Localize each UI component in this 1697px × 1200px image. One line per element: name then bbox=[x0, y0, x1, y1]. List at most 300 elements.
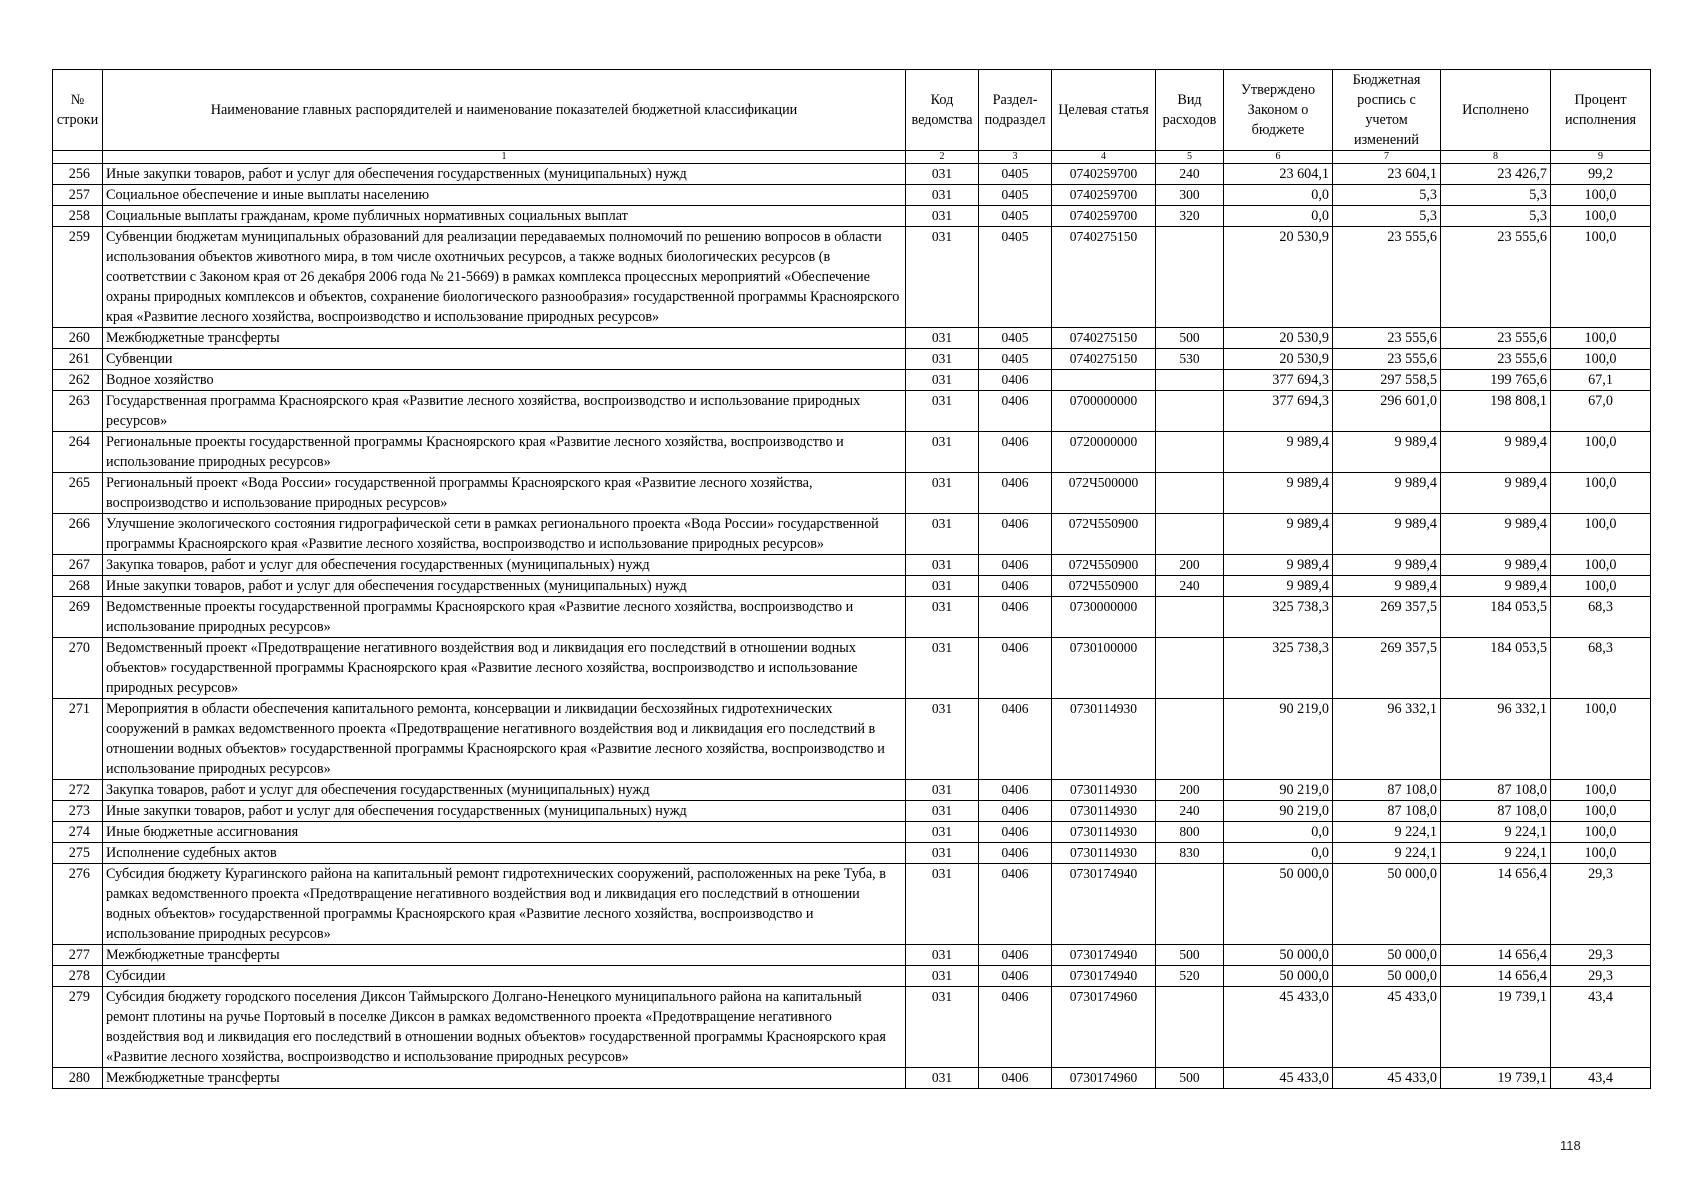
cell-approved: 377 694,3 bbox=[1224, 370, 1333, 391]
table-row bbox=[53, 555, 1651, 576]
cell-approved: 23 604,1 bbox=[1224, 164, 1333, 185]
cell-department-code: 031 bbox=[906, 370, 979, 391]
cell-section: 0406 bbox=[979, 1068, 1052, 1089]
cell-approved: 0,0 bbox=[1224, 843, 1333, 864]
cell-percent: 29,3 bbox=[1551, 966, 1651, 987]
cell-row-number: 278 bbox=[53, 966, 103, 987]
cell-row-number: 273 bbox=[53, 801, 103, 822]
cell-name: Ведомственные проекты государственной программы Красноярского края «Развитие лесного хозяйства, воспроизводство и использование природных ресурсов» bbox=[103, 597, 906, 638]
cell-budget-schedule: 9 989,4 bbox=[1333, 473, 1441, 514]
cell-budget-schedule: 45 433,0 bbox=[1333, 1068, 1441, 1089]
cell-section: 0406 bbox=[979, 391, 1052, 432]
cell-budget-schedule: 45 433,0 bbox=[1333, 987, 1441, 1068]
cell-expense-type: 300 bbox=[1156, 185, 1224, 206]
cell-name: Ведомственный проект «Предотвращение негативного воздействия вод и ликвидация его последствий в отношении водных объектов» государственной программы Красноярского края «Развитие лесного хозяйства, воспроизводство и использование природных ресурсов» bbox=[103, 638, 906, 699]
cell-row-number: 268 bbox=[53, 576, 103, 597]
cell-department-code: 031 bbox=[906, 432, 979, 473]
cell-approved: 325 738,3 bbox=[1224, 597, 1333, 638]
cell-executed: 9 989,4 bbox=[1441, 555, 1551, 576]
header-row-number: № строки bbox=[53, 70, 103, 151]
cell-department-code: 031 bbox=[906, 206, 979, 227]
cell-executed: 23 555,6 bbox=[1441, 328, 1551, 349]
cell-section: 0405 bbox=[979, 206, 1052, 227]
cell-percent: 100,0 bbox=[1551, 185, 1651, 206]
cell-section: 0405 bbox=[979, 185, 1052, 206]
cell-name: Иные бюджетные ассигнования bbox=[103, 822, 906, 843]
cell-target-article: 0740259700 bbox=[1052, 185, 1156, 206]
column-number bbox=[53, 151, 103, 164]
cell-name: Субсидия бюджету городского поселения Диксон Таймырского Долгано-Ненецкого муниципального района на капитальный ремонт плотины на ручье Портовый в поселке Диксон в рамках ведомственного проекта «Предотвращение негативного воздействия вод и ликвидация его последствий в отношении водных объектов» государственной программы Красноярского края «Развитие лесного хозяйства, воспроизводство и использование природных ресурсов» bbox=[103, 987, 906, 1068]
cell-budget-schedule: 9 989,4 bbox=[1333, 555, 1441, 576]
cell-percent: 100,0 bbox=[1551, 206, 1651, 227]
cell-approved: 20 530,9 bbox=[1224, 328, 1333, 349]
cell-expense-type: 500 bbox=[1156, 945, 1224, 966]
cell-name: Межбюджетные трансферты bbox=[103, 945, 906, 966]
cell-budget-schedule: 23 604,1 bbox=[1333, 164, 1441, 185]
cell-name: Субсидии bbox=[103, 966, 906, 987]
cell-department-code: 031 bbox=[906, 843, 979, 864]
cell-section: 0405 bbox=[979, 349, 1052, 370]
cell-row-number: 276 bbox=[53, 864, 103, 945]
cell-executed: 9 989,4 bbox=[1441, 473, 1551, 514]
cell-executed: 14 656,4 bbox=[1441, 966, 1551, 987]
table-row bbox=[53, 597, 1651, 638]
cell-expense-type bbox=[1156, 864, 1224, 945]
header-expense-type: Вид расходов bbox=[1156, 70, 1224, 151]
cell-row-number: 266 bbox=[53, 514, 103, 555]
header-percent: Процент исполнения bbox=[1551, 70, 1651, 151]
cell-executed: 87 108,0 bbox=[1441, 801, 1551, 822]
cell-budget-schedule: 50 000,0 bbox=[1333, 864, 1441, 945]
cell-department-code: 031 bbox=[906, 987, 979, 1068]
cell-target-article: 0730174960 bbox=[1052, 1068, 1156, 1089]
cell-name: Мероприятия в области обеспечения капитального ремонта, консервации и ликвидации бесхозяйных гидротехнических сооружений в рамках ведомственного проекта «Предотвращение негативного воздействия вод и ликвидация его последствий в отношении водных объектов» государственной программы Красноярского края «Развитие лесного хозяйства, воспроизводство и использование природных ресурсов» bbox=[103, 699, 906, 780]
cell-target-article: 0740275150 bbox=[1052, 328, 1156, 349]
cell-row-number: 257 bbox=[53, 185, 103, 206]
cell-name: Межбюджетные трансферты bbox=[103, 328, 906, 349]
cell-row-number: 274 bbox=[53, 822, 103, 843]
cell-percent: 100,0 bbox=[1551, 801, 1651, 822]
table-row bbox=[53, 780, 1651, 801]
cell-percent: 100,0 bbox=[1551, 432, 1651, 473]
cell-row-number: 267 bbox=[53, 555, 103, 576]
cell-department-code: 031 bbox=[906, 780, 979, 801]
cell-executed: 199 765,6 bbox=[1441, 370, 1551, 391]
cell-executed: 184 053,5 bbox=[1441, 597, 1551, 638]
header-department-code: Код ведомства bbox=[906, 70, 979, 151]
cell-name: Иные закупки товаров, работ и услуг для обеспечения государственных (муниципальных) нужд bbox=[103, 576, 906, 597]
cell-approved: 50 000,0 bbox=[1224, 945, 1333, 966]
cell-name: Региональный проект «Вода России» государственной программы Красноярского края «Развитие лесного хозяйства, воспроизводство и использование природных ресурсов» bbox=[103, 473, 906, 514]
cell-row-number: 270 bbox=[53, 638, 103, 699]
cell-percent: 99,2 bbox=[1551, 164, 1651, 185]
table-row bbox=[53, 576, 1651, 597]
cell-section: 0406 bbox=[979, 780, 1052, 801]
cell-section: 0406 bbox=[979, 432, 1052, 473]
cell-department-code: 031 bbox=[906, 801, 979, 822]
cell-expense-type: 240 bbox=[1156, 164, 1224, 185]
cell-department-code: 031 bbox=[906, 227, 979, 328]
cell-name: Улучшение экологического состояния гидрографической сети в рамках регионального проекта «Вода России» государственной программы Красноярского края «Развитие лесного хозяйства, воспроизводство и использование природных ресурсов» bbox=[103, 514, 906, 555]
cell-name: Закупка товаров, работ и услуг для обеспечения государственных (муниципальных) нужд bbox=[103, 780, 906, 801]
cell-approved: 20 530,9 bbox=[1224, 349, 1333, 370]
cell-executed: 14 656,4 bbox=[1441, 864, 1551, 945]
cell-target-article: 0730100000 bbox=[1052, 638, 1156, 699]
cell-budget-schedule: 23 555,6 bbox=[1333, 227, 1441, 328]
cell-name: Закупка товаров, работ и услуг для обеспечения государственных (муниципальных) нужд bbox=[103, 555, 906, 576]
cell-target-article: 0740275150 bbox=[1052, 227, 1156, 328]
column-number: 1 bbox=[103, 151, 906, 164]
table-row bbox=[53, 391, 1651, 432]
column-number: 3 bbox=[979, 151, 1052, 164]
cell-approved: 9 989,4 bbox=[1224, 432, 1333, 473]
cell-percent: 67,1 bbox=[1551, 370, 1651, 391]
cell-budget-schedule: 9 989,4 bbox=[1333, 514, 1441, 555]
cell-percent: 68,3 bbox=[1551, 597, 1651, 638]
table-row bbox=[53, 699, 1651, 780]
cell-budget-schedule: 5,3 bbox=[1333, 206, 1441, 227]
table-header bbox=[53, 70, 1651, 164]
cell-executed: 5,3 bbox=[1441, 185, 1551, 206]
cell-name: Субсидия бюджету Курагинского района на капитальный ремонт гидротехнических сооружений, расположенных на реке Туба, в рамках ведомственного проекта «Предотвращение негативного воздействия вод и ликвидация его последствий в отношении водных объектов» государственной программы Красноярского края «Развитие лесного хозяйства, воспроизводство и использование природных ресурсов» bbox=[103, 864, 906, 945]
cell-section: 0406 bbox=[979, 638, 1052, 699]
cell-approved: 9 989,4 bbox=[1224, 514, 1333, 555]
cell-name: Межбюджетные трансферты bbox=[103, 1068, 906, 1089]
cell-target-article bbox=[1052, 370, 1156, 391]
cell-name: Социальное обеспечение и иные выплаты населению bbox=[103, 185, 906, 206]
table-row bbox=[53, 1068, 1651, 1089]
cell-executed: 198 808,1 bbox=[1441, 391, 1551, 432]
cell-executed: 9 224,1 bbox=[1441, 843, 1551, 864]
cell-expense-type bbox=[1156, 432, 1224, 473]
header-executed: Исполнено bbox=[1441, 70, 1551, 151]
cell-section: 0406 bbox=[979, 864, 1052, 945]
cell-department-code: 031 bbox=[906, 864, 979, 945]
cell-approved: 45 433,0 bbox=[1224, 987, 1333, 1068]
cell-name: Государственная программа Красноярского края «Развитие лесного хозяйства, воспроизводство и использование природных ресурсов» bbox=[103, 391, 906, 432]
cell-executed: 19 739,1 bbox=[1441, 987, 1551, 1068]
cell-percent: 100,0 bbox=[1551, 227, 1651, 328]
header-budget-schedule: Бюджетная роспись с учетом изменений bbox=[1333, 70, 1441, 151]
cell-department-code: 031 bbox=[906, 1068, 979, 1089]
cell-executed: 5,3 bbox=[1441, 206, 1551, 227]
cell-expense-type bbox=[1156, 391, 1224, 432]
cell-target-article: 0740275150 bbox=[1052, 349, 1156, 370]
cell-percent: 100,0 bbox=[1551, 349, 1651, 370]
cell-department-code: 031 bbox=[906, 514, 979, 555]
cell-target-article: 0730174940 bbox=[1052, 945, 1156, 966]
cell-target-article: 072Ч550900 bbox=[1052, 576, 1156, 597]
cell-executed: 23 555,6 bbox=[1441, 349, 1551, 370]
cell-expense-type bbox=[1156, 473, 1224, 514]
header-section: Раздел-подраздел bbox=[979, 70, 1052, 151]
cell-budget-schedule: 297 558,5 bbox=[1333, 370, 1441, 391]
cell-percent: 43,4 bbox=[1551, 987, 1651, 1068]
cell-department-code: 031 bbox=[906, 576, 979, 597]
cell-executed: 23 555,6 bbox=[1441, 227, 1551, 328]
cell-expense-type bbox=[1156, 514, 1224, 555]
header-name: Наименование главных распорядителей и наименование показателей бюджетной классификации bbox=[103, 70, 906, 151]
cell-approved: 0,0 bbox=[1224, 185, 1333, 206]
cell-percent: 100,0 bbox=[1551, 780, 1651, 801]
column-number: 2 bbox=[906, 151, 979, 164]
cell-row-number: 277 bbox=[53, 945, 103, 966]
cell-section: 0406 bbox=[979, 966, 1052, 987]
cell-department-code: 031 bbox=[906, 473, 979, 514]
cell-approved: 377 694,3 bbox=[1224, 391, 1333, 432]
cell-section: 0406 bbox=[979, 843, 1052, 864]
cell-department-code: 031 bbox=[906, 328, 979, 349]
cell-row-number: 265 bbox=[53, 473, 103, 514]
cell-budget-schedule: 50 000,0 bbox=[1333, 945, 1441, 966]
cell-budget-schedule: 96 332,1 bbox=[1333, 699, 1441, 780]
cell-approved: 325 738,3 bbox=[1224, 638, 1333, 699]
table-row bbox=[53, 349, 1651, 370]
table-row bbox=[53, 514, 1651, 555]
cell-target-article: 0720000000 bbox=[1052, 432, 1156, 473]
header-target-article: Целевая статья bbox=[1052, 70, 1156, 151]
cell-budget-schedule: 87 108,0 bbox=[1333, 780, 1441, 801]
cell-approved: 20 530,9 bbox=[1224, 227, 1333, 328]
cell-target-article: 0730114930 bbox=[1052, 843, 1156, 864]
cell-target-article: 072Ч550900 bbox=[1052, 514, 1156, 555]
column-number: 8 bbox=[1441, 151, 1551, 164]
cell-approved: 90 219,0 bbox=[1224, 699, 1333, 780]
cell-target-article: 0700000000 bbox=[1052, 391, 1156, 432]
cell-section: 0405 bbox=[979, 227, 1052, 328]
cell-target-article: 0730174960 bbox=[1052, 987, 1156, 1068]
cell-row-number: 279 bbox=[53, 987, 103, 1068]
cell-department-code: 031 bbox=[906, 555, 979, 576]
cell-row-number: 256 bbox=[53, 164, 103, 185]
cell-expense-type: 240 bbox=[1156, 801, 1224, 822]
cell-target-article: 0740259700 bbox=[1052, 206, 1156, 227]
cell-section: 0406 bbox=[979, 597, 1052, 638]
cell-executed: 96 332,1 bbox=[1441, 699, 1551, 780]
cell-target-article: 0730000000 bbox=[1052, 597, 1156, 638]
cell-section: 0406 bbox=[979, 473, 1052, 514]
cell-approved: 0,0 bbox=[1224, 822, 1333, 843]
cell-approved: 9 989,4 bbox=[1224, 473, 1333, 514]
cell-percent: 100,0 bbox=[1551, 514, 1651, 555]
table-row bbox=[53, 432, 1651, 473]
cell-budget-schedule: 23 555,6 bbox=[1333, 349, 1441, 370]
column-number: 7 bbox=[1333, 151, 1441, 164]
cell-budget-schedule: 9 989,4 bbox=[1333, 432, 1441, 473]
cell-percent: 67,0 bbox=[1551, 391, 1651, 432]
cell-target-article: 0730114930 bbox=[1052, 801, 1156, 822]
header-row bbox=[53, 70, 1651, 151]
table-row bbox=[53, 206, 1651, 227]
cell-expense-type: 800 bbox=[1156, 822, 1224, 843]
cell-row-number: 260 bbox=[53, 328, 103, 349]
cell-percent: 29,3 bbox=[1551, 864, 1651, 945]
cell-target-article: 072Ч500000 bbox=[1052, 473, 1156, 514]
cell-department-code: 031 bbox=[906, 349, 979, 370]
table-row bbox=[53, 185, 1651, 206]
cell-department-code: 031 bbox=[906, 185, 979, 206]
cell-percent: 100,0 bbox=[1551, 555, 1651, 576]
column-number-row bbox=[53, 151, 1651, 164]
page-number: 118 bbox=[1560, 1138, 1581, 1153]
table-row bbox=[53, 987, 1651, 1068]
table-row bbox=[53, 328, 1651, 349]
cell-percent: 100,0 bbox=[1551, 843, 1651, 864]
cell-row-number: 280 bbox=[53, 1068, 103, 1089]
table-row bbox=[53, 638, 1651, 699]
column-number: 9 bbox=[1551, 151, 1651, 164]
cell-percent: 100,0 bbox=[1551, 576, 1651, 597]
cell-department-code: 031 bbox=[906, 945, 979, 966]
cell-expense-type: 240 bbox=[1156, 576, 1224, 597]
table-row bbox=[53, 966, 1651, 987]
cell-approved: 50 000,0 bbox=[1224, 966, 1333, 987]
cell-target-article: 0740259700 bbox=[1052, 164, 1156, 185]
cell-name: Водное хозяйство bbox=[103, 370, 906, 391]
cell-section: 0406 bbox=[979, 945, 1052, 966]
table-row bbox=[53, 473, 1651, 514]
cell-executed: 14 656,4 bbox=[1441, 945, 1551, 966]
cell-budget-schedule: 5,3 bbox=[1333, 185, 1441, 206]
cell-executed: 184 053,5 bbox=[1441, 638, 1551, 699]
table-row bbox=[53, 864, 1651, 945]
table-row bbox=[53, 164, 1651, 185]
cell-row-number: 264 bbox=[53, 432, 103, 473]
cell-department-code: 031 bbox=[906, 597, 979, 638]
cell-row-number: 271 bbox=[53, 699, 103, 780]
cell-expense-type: 500 bbox=[1156, 328, 1224, 349]
cell-approved: 90 219,0 bbox=[1224, 780, 1333, 801]
cell-department-code: 031 bbox=[906, 638, 979, 699]
cell-executed: 87 108,0 bbox=[1441, 780, 1551, 801]
cell-percent: 100,0 bbox=[1551, 699, 1651, 780]
cell-expense-type: 320 bbox=[1156, 206, 1224, 227]
cell-percent: 100,0 bbox=[1551, 328, 1651, 349]
cell-section: 0406 bbox=[979, 576, 1052, 597]
cell-section: 0406 bbox=[979, 514, 1052, 555]
cell-executed: 23 426,7 bbox=[1441, 164, 1551, 185]
cell-name: Иные закупки товаров, работ и услуг для обеспечения государственных (муниципальных) нужд bbox=[103, 164, 906, 185]
cell-target-article: 0730114930 bbox=[1052, 699, 1156, 780]
cell-name: Субвенции бюджетам муниципальных образований для реализации передаваемых полномочий по решению вопросов в области использования объектов животного мира, в том числе охотничьих ресурсов, а также водных биологических ресурсов (в соответствии с Законом края от 26 декабря 2006 года № 21-5669) в рамках комплекса процессных мероприятий «Обеспечение охраны природных комплексов и объектов, сохранение биологического разнообразия» государственной программы Красноярского края «Развитие лесного хозяйства, воспроизводство и использование природных ресурсов» bbox=[103, 227, 906, 328]
cell-expense-type: 500 bbox=[1156, 1068, 1224, 1089]
cell-executed: 9 989,4 bbox=[1441, 514, 1551, 555]
cell-approved: 50 000,0 bbox=[1224, 864, 1333, 945]
column-number: 6 bbox=[1224, 151, 1333, 164]
cell-department-code: 031 bbox=[906, 966, 979, 987]
cell-budget-schedule: 9 989,4 bbox=[1333, 576, 1441, 597]
cell-approved: 45 433,0 bbox=[1224, 1068, 1333, 1089]
cell-row-number: 261 bbox=[53, 349, 103, 370]
cell-percent: 29,3 bbox=[1551, 945, 1651, 966]
cell-section: 0406 bbox=[979, 699, 1052, 780]
cell-budget-schedule: 9 224,1 bbox=[1333, 822, 1441, 843]
cell-executed: 9 224,1 bbox=[1441, 822, 1551, 843]
table-row bbox=[53, 945, 1651, 966]
cell-section: 0406 bbox=[979, 987, 1052, 1068]
cell-budget-schedule: 296 601,0 bbox=[1333, 391, 1441, 432]
cell-approved: 0,0 bbox=[1224, 206, 1333, 227]
cell-percent: 43,4 bbox=[1551, 1068, 1651, 1089]
cell-department-code: 031 bbox=[906, 164, 979, 185]
cell-expense-type bbox=[1156, 597, 1224, 638]
cell-section: 0406 bbox=[979, 822, 1052, 843]
cell-percent: 68,3 bbox=[1551, 638, 1651, 699]
cell-expense-type: 830 bbox=[1156, 843, 1224, 864]
cell-name: Иные закупки товаров, работ и услуг для обеспечения государственных (муниципальных) нужд bbox=[103, 801, 906, 822]
cell-budget-schedule: 269 357,5 bbox=[1333, 597, 1441, 638]
cell-section: 0406 bbox=[979, 370, 1052, 391]
table-row bbox=[53, 370, 1651, 391]
cell-expense-type: 530 bbox=[1156, 349, 1224, 370]
cell-department-code: 031 bbox=[906, 391, 979, 432]
cell-department-code: 031 bbox=[906, 699, 979, 780]
budget-execution-table bbox=[52, 69, 1651, 1089]
cell-budget-schedule: 87 108,0 bbox=[1333, 801, 1441, 822]
cell-target-article: 0730174940 bbox=[1052, 966, 1156, 987]
cell-name: Социальные выплаты гражданам, кроме публичных нормативных социальных выплат bbox=[103, 206, 906, 227]
cell-row-number: 259 bbox=[53, 227, 103, 328]
cell-target-article: 0730114930 bbox=[1052, 822, 1156, 843]
column-number: 5 bbox=[1156, 151, 1224, 164]
cell-budget-schedule: 23 555,6 bbox=[1333, 328, 1441, 349]
cell-target-article: 072Ч550900 bbox=[1052, 555, 1156, 576]
cell-expense-type: 200 bbox=[1156, 555, 1224, 576]
cell-expense-type: 520 bbox=[1156, 966, 1224, 987]
header-approved: Утверждено Законом о бюджете bbox=[1224, 70, 1333, 151]
cell-budget-schedule: 9 224,1 bbox=[1333, 843, 1441, 864]
cell-expense-type bbox=[1156, 227, 1224, 328]
cell-row-number: 269 bbox=[53, 597, 103, 638]
cell-target-article: 0730174940 bbox=[1052, 864, 1156, 945]
cell-executed: 9 989,4 bbox=[1441, 576, 1551, 597]
cell-name: Исполнение судебных актов bbox=[103, 843, 906, 864]
table-row bbox=[53, 227, 1651, 328]
cell-approved: 90 219,0 bbox=[1224, 801, 1333, 822]
cell-section: 0406 bbox=[979, 801, 1052, 822]
cell-name: Субвенции bbox=[103, 349, 906, 370]
cell-row-number: 275 bbox=[53, 843, 103, 864]
table-row bbox=[53, 801, 1651, 822]
table-row bbox=[53, 843, 1651, 864]
cell-department-code: 031 bbox=[906, 822, 979, 843]
cell-budget-schedule: 50 000,0 bbox=[1333, 966, 1441, 987]
column-number: 4 bbox=[1052, 151, 1156, 164]
table-body bbox=[53, 164, 1651, 1089]
cell-expense-type bbox=[1156, 987, 1224, 1068]
cell-expense-type bbox=[1156, 699, 1224, 780]
cell-row-number: 263 bbox=[53, 391, 103, 432]
cell-approved: 9 989,4 bbox=[1224, 576, 1333, 597]
cell-row-number: 272 bbox=[53, 780, 103, 801]
cell-expense-type bbox=[1156, 370, 1224, 391]
cell-expense-type: 200 bbox=[1156, 780, 1224, 801]
cell-section: 0405 bbox=[979, 328, 1052, 349]
cell-percent: 100,0 bbox=[1551, 473, 1651, 514]
cell-row-number: 262 bbox=[53, 370, 103, 391]
table-row bbox=[53, 822, 1651, 843]
cell-percent: 100,0 bbox=[1551, 822, 1651, 843]
cell-section: 0405 bbox=[979, 164, 1052, 185]
cell-target-article: 0730114930 bbox=[1052, 780, 1156, 801]
cell-approved: 9 989,4 bbox=[1224, 555, 1333, 576]
cell-expense-type bbox=[1156, 638, 1224, 699]
cell-executed: 19 739,1 bbox=[1441, 1068, 1551, 1089]
cell-row-number: 258 bbox=[53, 206, 103, 227]
cell-budget-schedule: 269 357,5 bbox=[1333, 638, 1441, 699]
cell-executed: 9 989,4 bbox=[1441, 432, 1551, 473]
cell-name: Региональные проекты государственной программы Красноярского края «Развитие лесного хозяйства, воспроизводство и использование природных ресурсов» bbox=[103, 432, 906, 473]
